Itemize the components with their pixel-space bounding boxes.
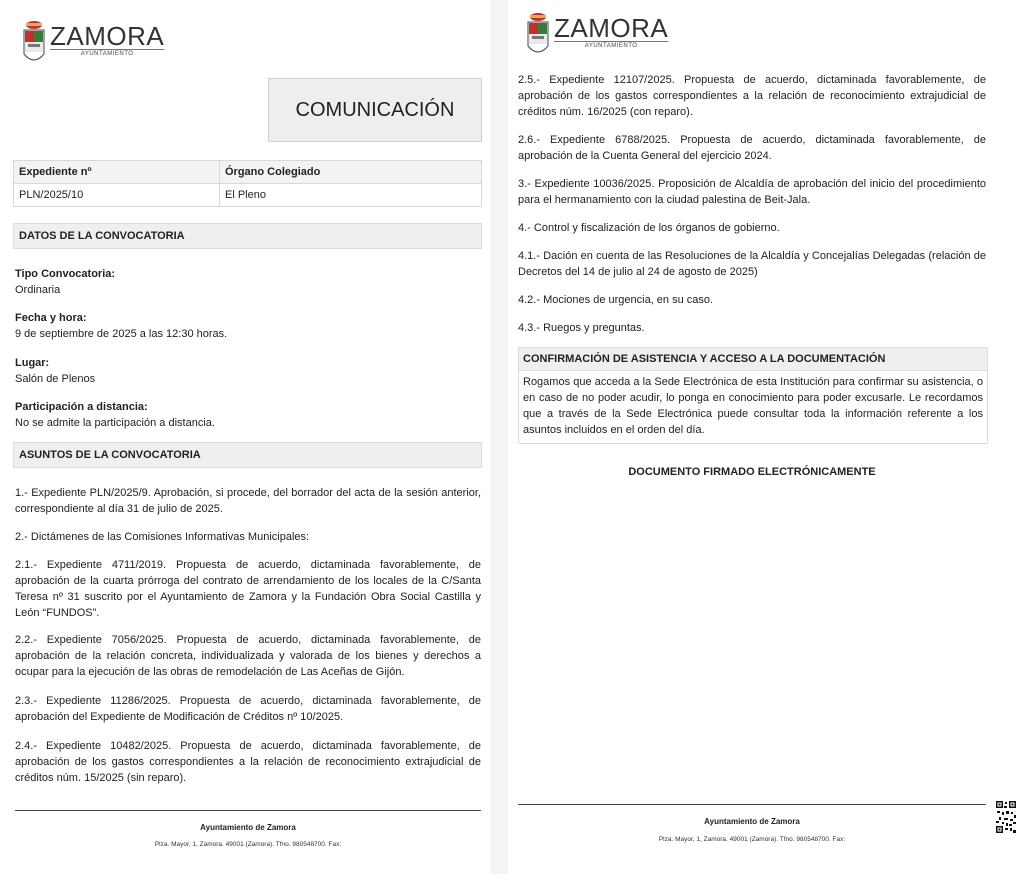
agenda-item: 4.1.- Dación en cuenta de las Resoluciones de la Alcaldía y Concejalías Delegadas (relación de Decretos del 14 de julio al 24 de agosto de 2025) [518, 250, 986, 278]
agenda-item: 1.- Expediente PLN/2025/9. Aprobación, si procede, del borrador del acta de la sesión anterior, correspondiente al día 31 de julio de 2025. [15, 487, 481, 515]
confirmation-text: Rogamos que acceda a la Sede Electrónica de esta Institución para confirmar su asistencia, o en caso de no poder acudir, lo ponga en conocimiento para poder excusarle. Le recordamos que a través de la Sede Electrónica puede consultar toda la información referente a los asuntos incluidos en el orden del día. [523, 376, 983, 436]
field-value: Salón de Plenos [15, 373, 96, 385]
expediente-table [13, 160, 482, 207]
coat-of-arms-icon [526, 12, 548, 56]
table-header-row [14, 161, 482, 184]
field-label: Tipo Convocatoria: [15, 268, 116, 280]
agenda-item: 2.3.- Expediente 11286/2025. Propuesta de acuerdo, dictaminada favorablemente, de aprobación del Expediente de Modificación de Créditos nº 10/2025. [15, 695, 481, 723]
footer-title: Ayuntamiento de Zamora [704, 817, 800, 826]
field-label: Fecha y hora: [15, 312, 87, 324]
footer-divider [15, 810, 481, 811]
agenda-item: 4.- Control y fiscalización de los órganos de gobierno. [518, 222, 780, 234]
page-gutter [490, 0, 508, 874]
field-lugar [15, 355, 95, 387]
agenda-item: 2.- Dictámenes de las Comisiones Informativas Municipales: [15, 531, 310, 543]
table-header-organo: Órgano Colegiado [220, 161, 482, 184]
field-fecha [15, 310, 227, 342]
confirmation-title: CONFIRMACIÓN DE ASISTENCIA Y ACCESO A LA DOCUMENTACIÓN [519, 348, 987, 371]
footer-divider [518, 804, 986, 805]
agenda-item: 2.5.- Expediente 12107/2025. Propuesta de acuerdo, dictaminada favorablemente, de aprobación de los gastos correspondientes a la relación de reconocimiento extrajudicial de créditos núm. 16/2025 (con reparo). [518, 74, 986, 118]
footer-address: Plza. Mayor, 1, Zamora. 49001 (Zamora). Tfno. 980548700. Fax: [658, 836, 846, 843]
agenda-item: 2.2.- Expediente 7056/2025. Propuesta de acuerdo, dictaminada favorablemente, de aprobación de la relación concreta, individualizada y valorada de los bienes y derechos a ocupar para la ejecución de las obras de remodelación de Las Aceñas de Gijón. [15, 634, 481, 678]
footer-address: Plza. Mayor, 1, Zamora. 49001 (Zamora). Tfno. 980548700. Fax: [154, 841, 342, 848]
field-value: Ordinaria [15, 284, 61, 296]
organo-value: El Pleno [220, 184, 482, 207]
document-heading: COMUNICACIÓN [268, 78, 482, 142]
datos-section-title: DATOS DE LA CONVOCATORIA [13, 223, 482, 249]
field-value: 9 de septiembre de 2025 a las 12:30 horas. [15, 328, 228, 340]
agenda-item: 2.4.- Expediente 10482/2025. Propuesta de acuerdo, dictaminada favorablemente, de aprobación de los gastos correspondientes a la relación de reconocimiento extrajudicial de créditos núm. 15/2025 (sin reparo). [15, 740, 481, 784]
agenda-item: 4.2.- Mociones de urgencia, en su caso. [518, 294, 714, 306]
agenda-item: 4.3.- Ruegos y preguntas. [518, 322, 645, 334]
field-label: Lugar: [15, 357, 50, 369]
document-page-1 [0, 0, 490, 874]
footer-title: Ayuntamiento de Zamora [200, 823, 296, 832]
confirmation-box [518, 347, 988, 444]
agenda-item: 2.6.- Expediente 6788/2025. Propuesta de acuerdo, dictaminada favorablemente, de aprobación de la Cuenta General del ejercicio 2024. [518, 134, 986, 162]
qr-code-icon [995, 800, 1017, 834]
logo-subtitle: AYUNTAMIENTO [50, 49, 164, 57]
agenda-item: 3.- Expediente 10036/2025. Proposición de Alcaldía de aprobación del inicio del procedimiento para el hermanamiento con la ciudad palestina de Beit-Jala. [518, 178, 986, 206]
signed-notice: DOCUMENTO FIRMADO ELECTRÓNICAMENTE [628, 466, 876, 478]
zamora-logo [22, 20, 164, 64]
expediente-value: PLN/2025/10 [14, 184, 220, 207]
agenda-item: 2.1.- Expediente 4711/2019. Propuesta de acuerdo, dictaminada favorablemente, de aprobación de la cuarta prórroga del contrato de arrendamiento de los locales de la C/Santa Teresa nº 31 suscrito por el Ayuntamiento de Zamora y la Fundación Obra Social Castilla y León “FUNDOS”. [15, 559, 481, 619]
table-row [14, 184, 482, 207]
table-header-expediente: Expediente nº [14, 161, 220, 184]
document-page-2 [508, 0, 1024, 874]
asuntos-section-title: ASUNTOS DE LA CONVOCATORIA [13, 442, 482, 468]
field-participacion [15, 399, 215, 431]
coat-of-arms-icon [22, 20, 44, 64]
field-value: No se admite la participación a distancia. [15, 417, 215, 429]
field-label: Participación a distancia: [15, 401, 148, 413]
logo-name: ZAMORA [50, 21, 165, 51]
zamora-logo [526, 12, 668, 56]
logo-name: ZAMORA [554, 13, 669, 43]
field-tipo [15, 266, 115, 298]
logo-subtitle: AYUNTAMIENTO [554, 41, 668, 49]
